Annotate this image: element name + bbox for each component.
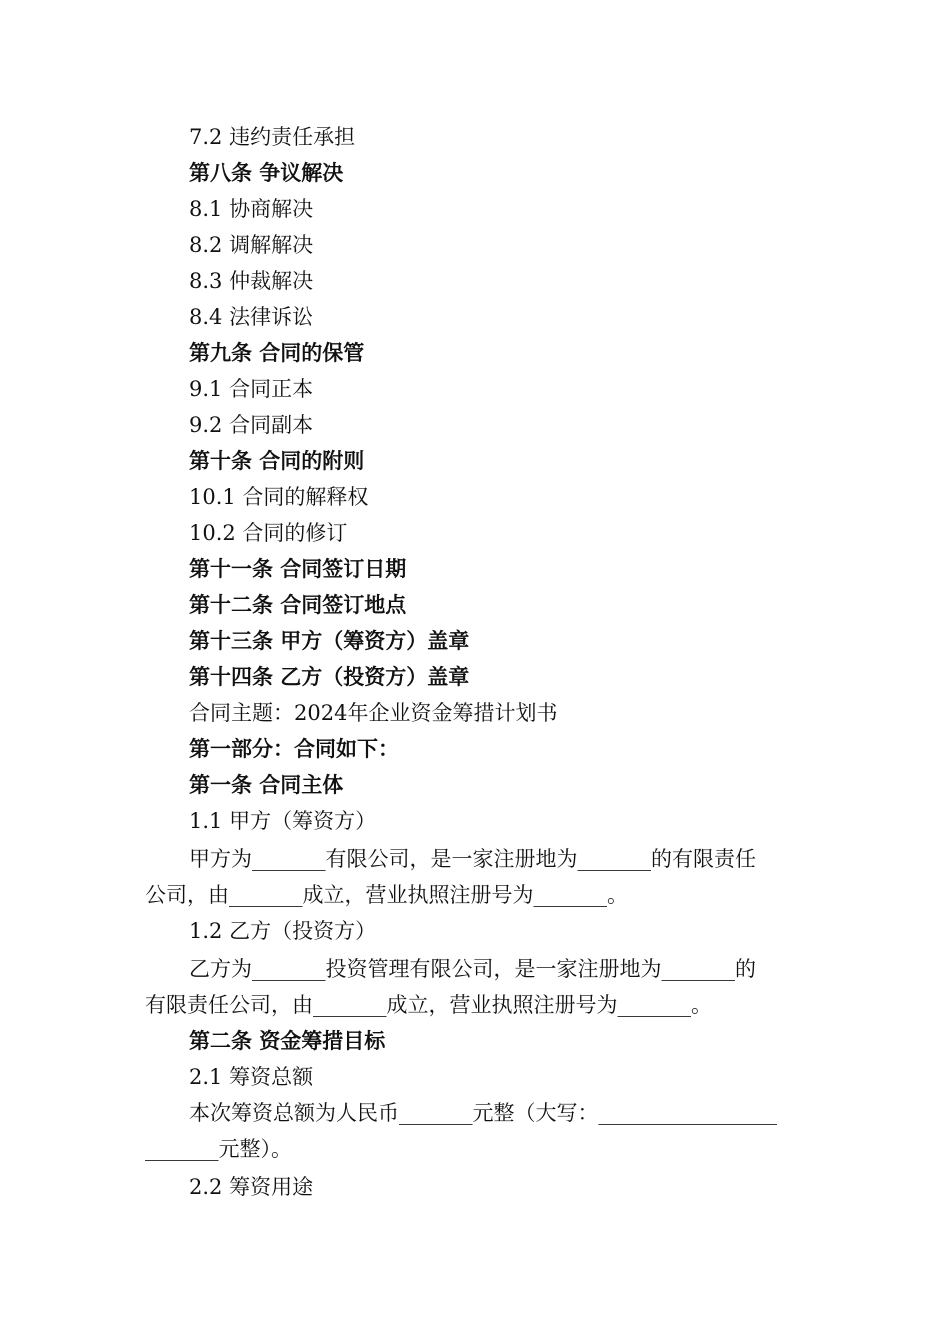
clause-8-1: 8.1 协商解决 [189,197,314,221]
amount-paragraph-line-1: 本次筹资总额为人民币_______元整（大写：_________________ [189,1101,777,1125]
contract-subject: 合同主题：2024年企业资金筹措计划书 [189,701,558,725]
article-8-heading: 第八条 争议解决 [189,161,344,185]
clause-7-2: 7.2 违约责任承担 [189,125,356,149]
party-a-paragraph-line-1: 甲方为_______有限公司，是一家注册地为_______的有限责任 [189,847,756,871]
amount-paragraph-line-2: _______元整）。 [145,1137,292,1161]
clause-10-2: 10.2 合同的修订 [189,521,348,545]
party-a-paragraph-line-2: 公司，由_______成立，营业执照注册号为_______。 [145,883,628,907]
article-10-heading: 第十条 合同的附则 [189,449,365,473]
part-1-heading: 第一部分：合同如下： [189,737,399,761]
article-2-heading: 第二条 资金筹措目标 [189,1029,386,1053]
article-12-heading: 第十二条 合同签订地点 [189,593,407,617]
party-b-paragraph-line-1: 乙方为_______投资管理有限公司，是一家注册地为_______的 [189,957,756,981]
article-1-heading: 第一条 合同主体 [189,773,344,797]
article-11-heading: 第十一条 合同签订日期 [189,557,407,581]
clause-1-1: 1.1 甲方（筹资方） [189,809,377,833]
clause-1-2: 1.2 乙方（投资方） [189,919,377,943]
party-b-paragraph-line-2: 有限责任公司，由_______成立，营业执照注册号为_______。 [145,993,712,1017]
clause-9-1: 9.1 合同正本 [189,377,314,401]
clause-2-1: 2.1 筹资总额 [189,1065,314,1089]
clause-8-4: 8.4 法律诉讼 [189,305,314,329]
article-9-heading: 第九条 合同的保管 [189,341,365,365]
clause-2-2: 2.2 筹资用途 [189,1175,314,1199]
clause-8-3: 8.3 仲裁解决 [189,269,314,293]
article-13-heading: 第十三条 甲方（筹资方）盖章 [189,629,470,653]
clause-8-2: 8.2 调解解决 [189,233,314,257]
article-14-heading: 第十四条 乙方（投资方）盖章 [189,665,470,689]
clause-10-1: 10.1 合同的解释权 [189,485,369,509]
clause-9-2: 9.2 合同副本 [189,413,314,437]
